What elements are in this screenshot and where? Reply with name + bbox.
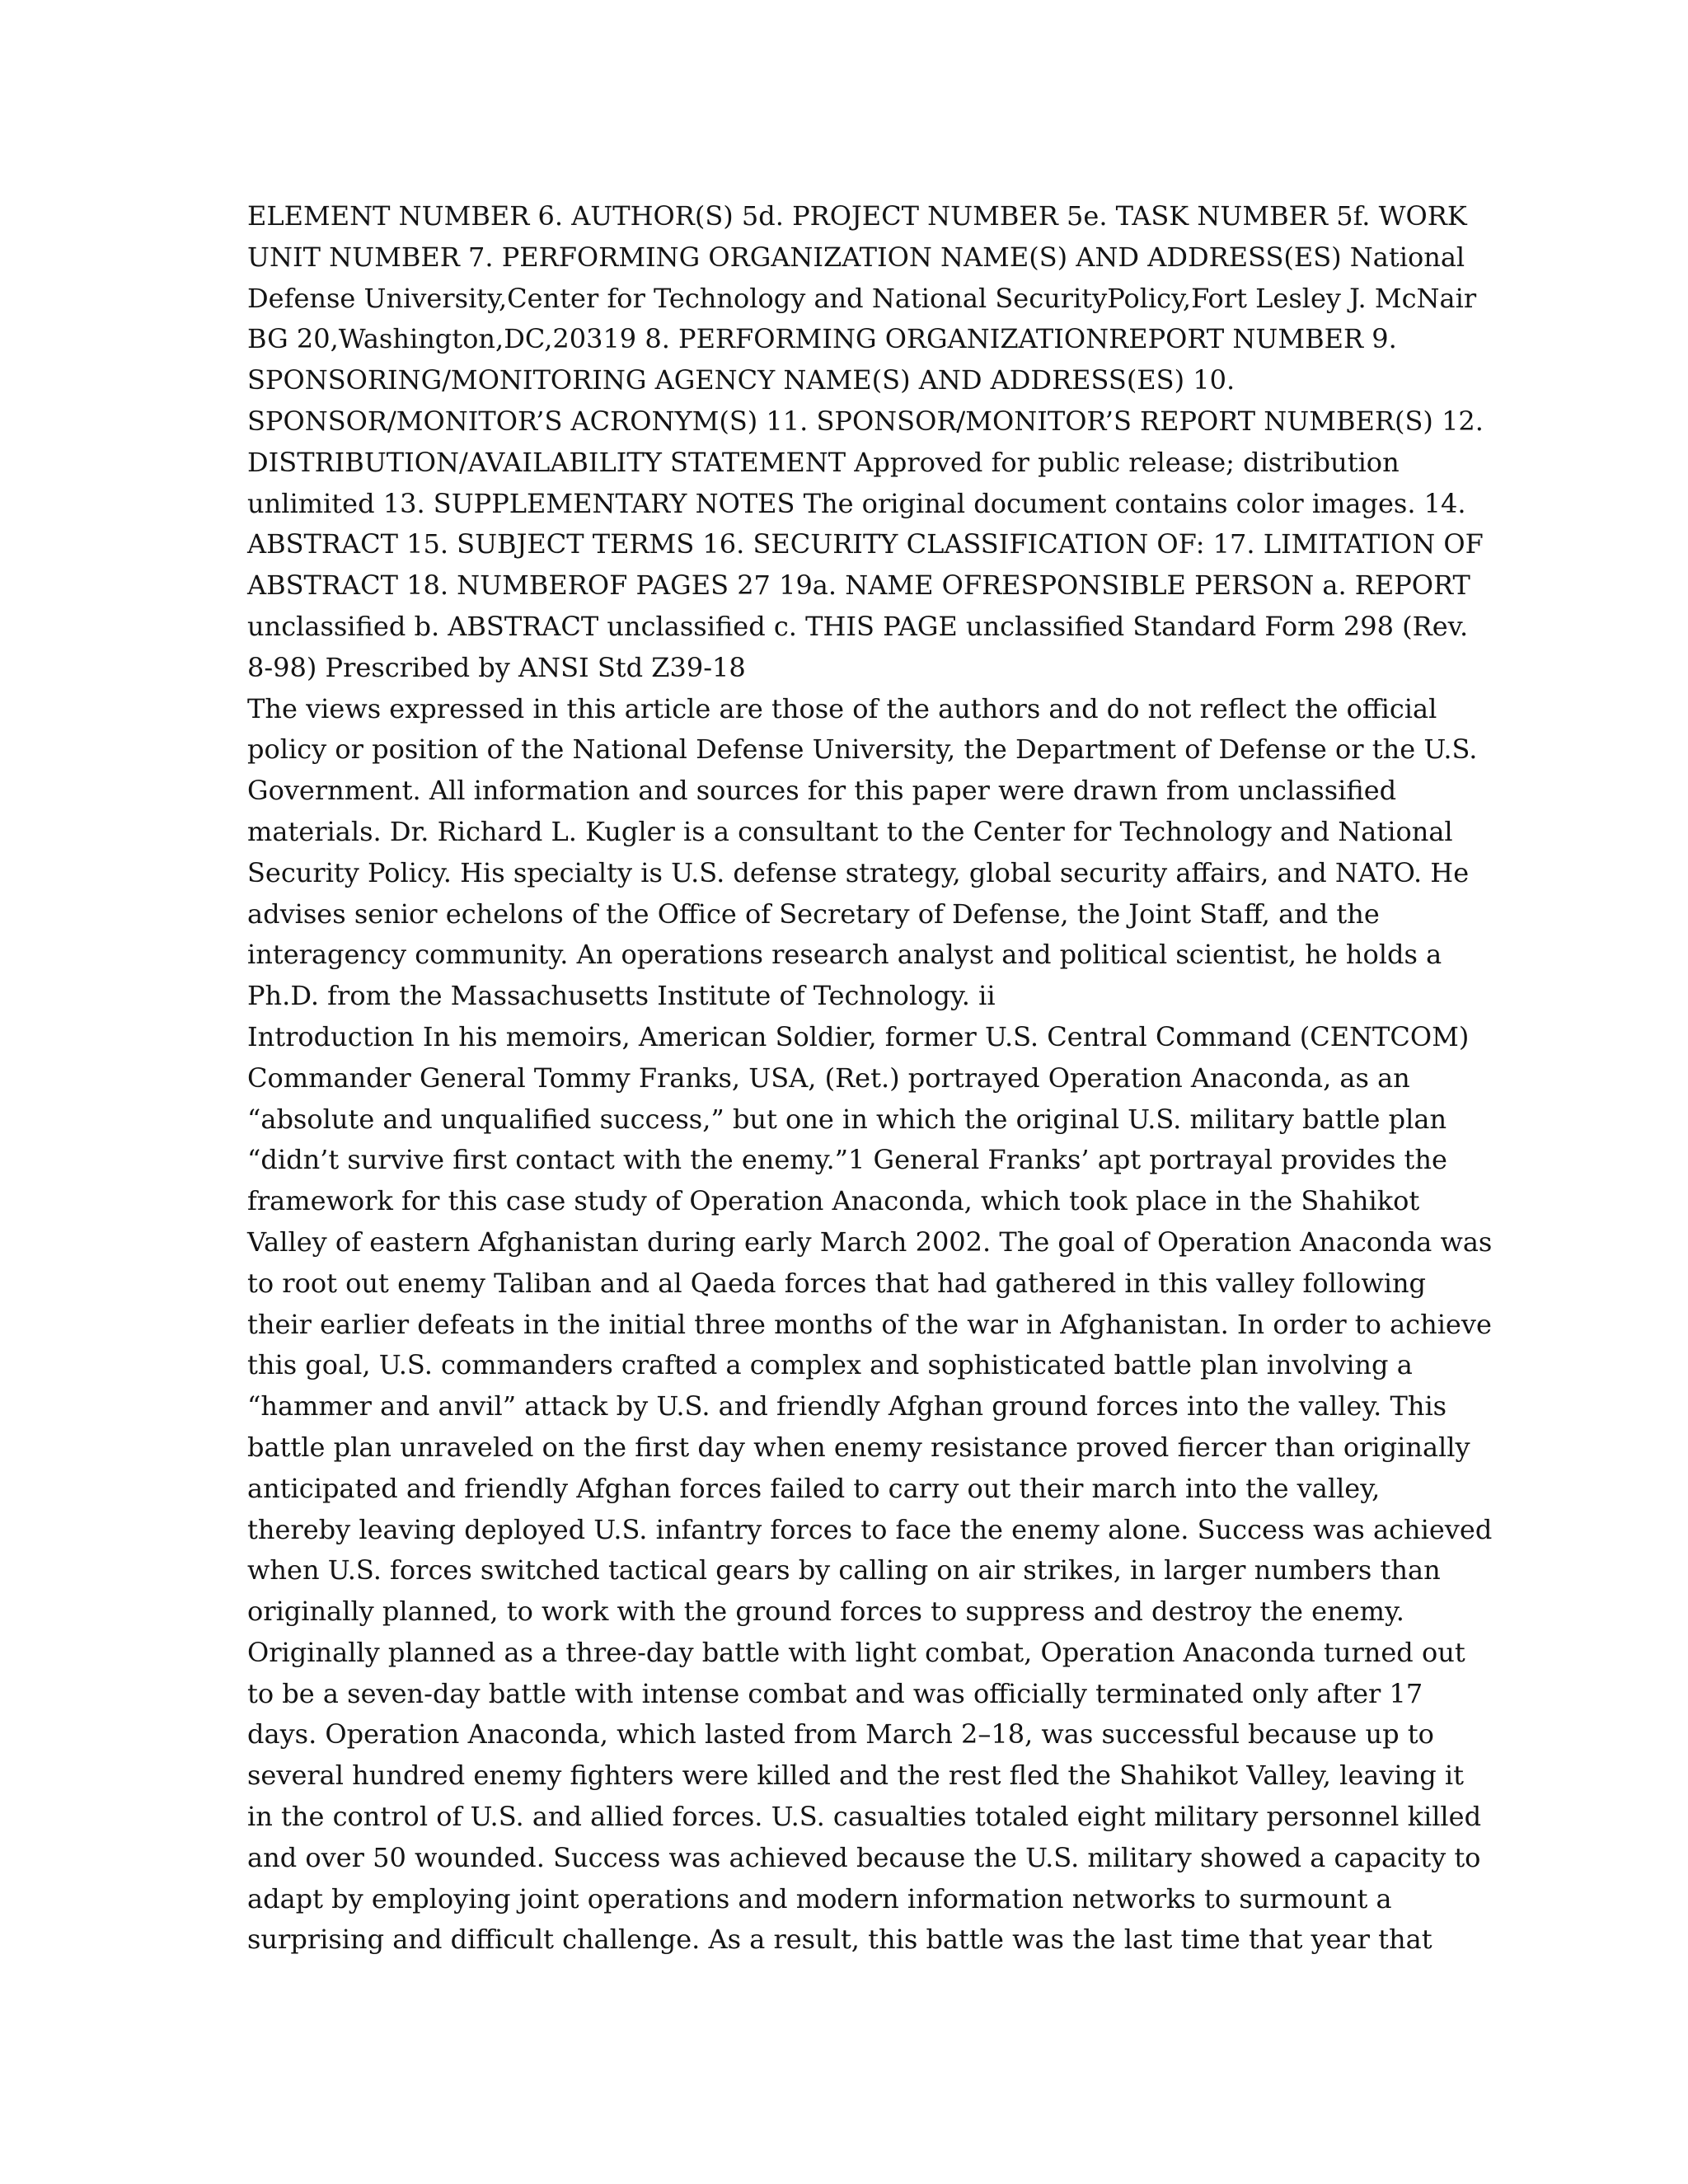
text-line: to root out enemy Taliban and al Qaeda forces that had gathered in this valley following	[247, 1267, 1427, 1299]
text-column	[247, 196, 1493, 1961]
text-line: DISTRIBUTION/AVAILABILITY STATEMENT Approved for public release; distribution	[247, 446, 1400, 478]
text-line: Security Policy. His specialty is U.S. defense strategy, global security affairs, and NATO. He	[247, 856, 1470, 888]
text-line: anticipated and friendly Afghan forces failed to carry out their march into the valley,	[247, 1472, 1381, 1504]
text-line: this goal, U.S. commanders crafted a complex and sophisticated battle plan involving a	[247, 1349, 1413, 1381]
text-line: in the control of U.S. and allied forces. U.S. casualties totaled eight military personnel killed	[247, 1801, 1482, 1833]
text-line: Defense University,Center for Technology and National SecurityPolicy,Fort Lesley J. McNair	[247, 282, 1477, 314]
text-line: The views expressed in this article are those of the authors and do not reflect the official	[247, 692, 1437, 724]
text-line: Commander General Tommy Franks, USA, (Ret.) portrayed Operation Anaconda, as an	[247, 1062, 1410, 1094]
text-line: interagency community. An operations research analyst and political scientist, he holds a	[247, 939, 1442, 971]
text-line: several hundred enemy fighters were killed and the rest fled the Shahikot Valley, leaving it	[247, 1760, 1464, 1792]
text-line: policy or position of the National Defense University, the Department of Defense or the U.S.	[247, 733, 1478, 766]
text-line: ABSTRACT 15. SUBJECT TERMS 16. SECURITY CLASSIFICATION OF: 17. LIMITATION OF	[247, 528, 1484, 560]
text-line: advises senior echelons of the Office of Secretary of Defense, the Joint Staff, and the	[247, 898, 1380, 930]
text-line: battle plan unraveled on the first day when enemy resistance proved fiercer than originally	[247, 1431, 1470, 1463]
text-line: SPONSOR/MONITOR’S ACRONYM(S) 11. SPONSOR/MONITOR’S REPORT NUMBER(S) 12.	[247, 405, 1484, 437]
text-line: days. Operation Anaconda, which lasted from March 2–18, was successful because up to	[247, 1718, 1434, 1750]
text-line: thereby leaving deployed U.S. infantry forces to face the enemy alone. Success was achieved	[247, 1513, 1493, 1545]
text-line: unclassified b. ABSTRACT unclassified c. THIS PAGE unclassified Standard Form 298 (Rev.	[247, 610, 1469, 642]
text-line: surprising and difficult challenge. As a result, this battle was the last time that year that	[247, 1924, 1432, 1956]
text-line: “absolute and unqualified success,” but one in which the original U.S. military battle plan	[247, 1103, 1447, 1135]
text-line: UNIT NUMBER 7. PERFORMING ORGANIZATION NAME(S) AND ADDRESS(ES) National	[247, 241, 1465, 273]
text-line: Introduction In his memoirs, American Soldier, former U.S. Central Command (CENTCOM)	[247, 1020, 1470, 1052]
text-line: BG 20,Washington,DC,20319 8. PERFORMING ORGANIZATIONREPORT NUMBER 9.	[247, 323, 1397, 355]
text-line: “hammer and anvil” attack by U.S. and friendly Afghan ground forces into the valley. This	[247, 1390, 1447, 1422]
disclaimer-paragraph	[247, 689, 1478, 1017]
text-line: when U.S. forces switched tactical gears by calling on air strikes, in larger numbers than	[247, 1554, 1441, 1586]
text-line: 8-98) Prescribed by ANSI Std Z39-18	[247, 651, 746, 683]
text-line: their earlier defeats in the initial three months of the war in Afghanistan. In order to achieve	[247, 1308, 1492, 1340]
text-line: materials. Dr. Richard L. Kugler is a consultant to the Center for Technology and National	[247, 815, 1453, 847]
text-line: Ph.D. from the Massachusetts Institute of Technology. ii	[247, 980, 996, 1012]
text-line: Government. All information and sources for this paper were drawn from unclassified	[247, 775, 1397, 807]
text-line: framework for this case study of Operation Anaconda, which took place in the Shahikot	[247, 1185, 1420, 1217]
text-line: and over 50 wounded. Success was achieved because the U.S. military showed a capacity to	[247, 1841, 1481, 1873]
text-line: unlimited 13. SUPPLEMENTARY NOTES The original document contains color images. 14.	[247, 487, 1466, 519]
text-line: Originally planned as a three-day battle with light combat, Operation Anaconda turned out	[247, 1636, 1465, 1668]
report-documentation-block	[247, 196, 1484, 689]
text-line: originally planned, to work with the ground forces to suppress and destroy the enemy.	[247, 1596, 1404, 1628]
text-line: ABSTRACT 18. NUMBEROF PAGES 27 19a. NAME OFRESPONSIBLE PERSON a. REPORT	[247, 569, 1470, 602]
text-line: ELEMENT NUMBER 6. AUTHOR(S) 5d. PROJECT NUMBER 5e. TASK NUMBER 5f. WORK	[247, 200, 1467, 232]
text-line: “didn’t survive first contact with the enemy.”1 General Franks’ apt portrayal provides the	[247, 1144, 1447, 1176]
text-line: Valley of eastern Afghanistan during early March 2002. The goal of Operation Anaconda was	[247, 1226, 1493, 1258]
text-line: SPONSORING/MONITORING AGENCY NAME(S) AND ADDRESS(ES) 10.	[247, 364, 1236, 396]
introduction-paragraph	[247, 1017, 1493, 1961]
text-line: to be a seven-day battle with intense combat and was officially terminated only after 17	[247, 1677, 1423, 1709]
text-line: adapt by employing joint operations and modern information networks to surmount a	[247, 1882, 1392, 1915]
